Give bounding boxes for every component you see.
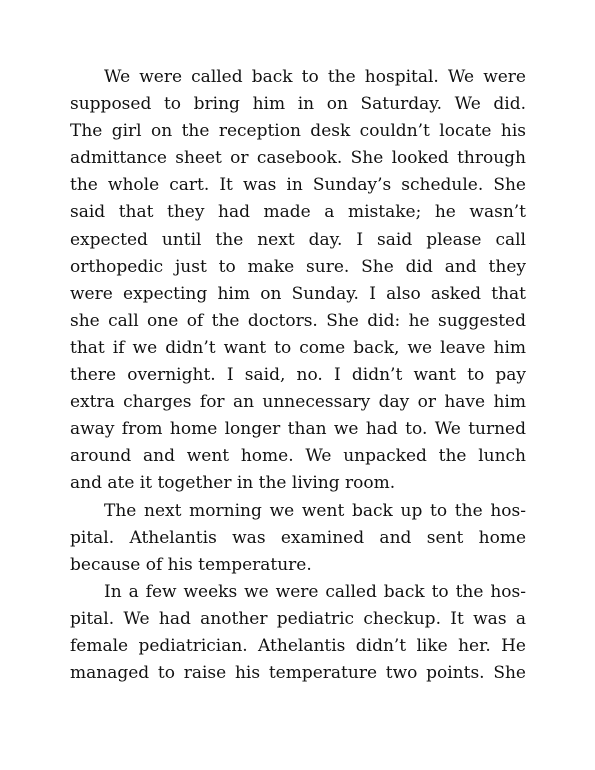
text-line: said that they had made a mistake; he wasn’t — [70, 202, 526, 223]
text-line: around and went home. We unpacked the lunch — [70, 446, 526, 467]
text-line: expected until the next day. I said please call — [70, 229, 526, 250]
text-line: The next morning we went back up to the hos- — [104, 500, 526, 521]
paragraph-1 — [70, 64, 526, 498]
text-line: orthopedic just to make sure. She did and they — [70, 256, 526, 277]
text-line: We were called back to the hospital. We were — [104, 67, 526, 87]
text-line: supposed to bring him in on Saturday. We did. — [70, 94, 526, 115]
text-line: The girl on the reception desk couldn’t locate his — [70, 121, 526, 142]
text-line: admittance sheet or casebook. She looked through — [70, 148, 526, 169]
paragraph-2 — [70, 498, 526, 579]
text-line: she call one of the doctors. She did: he suggested — [70, 310, 526, 331]
paragraph-3 — [70, 579, 526, 687]
text-line: away from home longer than we had to. We turned — [70, 419, 526, 440]
body-text — [70, 64, 526, 687]
text-line: In a few weeks we were called back to the hos- — [104, 581, 526, 602]
text-line: managed to raise his temperature two points. She — [70, 663, 526, 684]
text-line: and ate it together in the living room. — [70, 473, 396, 494]
text-line: female pediatrician. Athelantis didn’t like her. He — [70, 635, 526, 656]
text-line: there overnight. I said, no. I didn’t want to pay — [70, 365, 526, 386]
text-line: because of his temperature. — [70, 554, 312, 575]
text-line: extra charges for an unnecessary day or have him — [70, 392, 526, 413]
text-line: the whole cart. It was in Sunday’s schedule. She — [70, 175, 526, 196]
text-line: pital. We had another pediatric checkup. It was a — [70, 608, 526, 629]
text-line: were expecting him on Sunday. I also asked that — [70, 283, 526, 304]
text-line: pital. Athelantis was examined and sent home — [70, 527, 526, 548]
text-line: that if we didn’t want to come back, we leave him — [70, 337, 526, 358]
